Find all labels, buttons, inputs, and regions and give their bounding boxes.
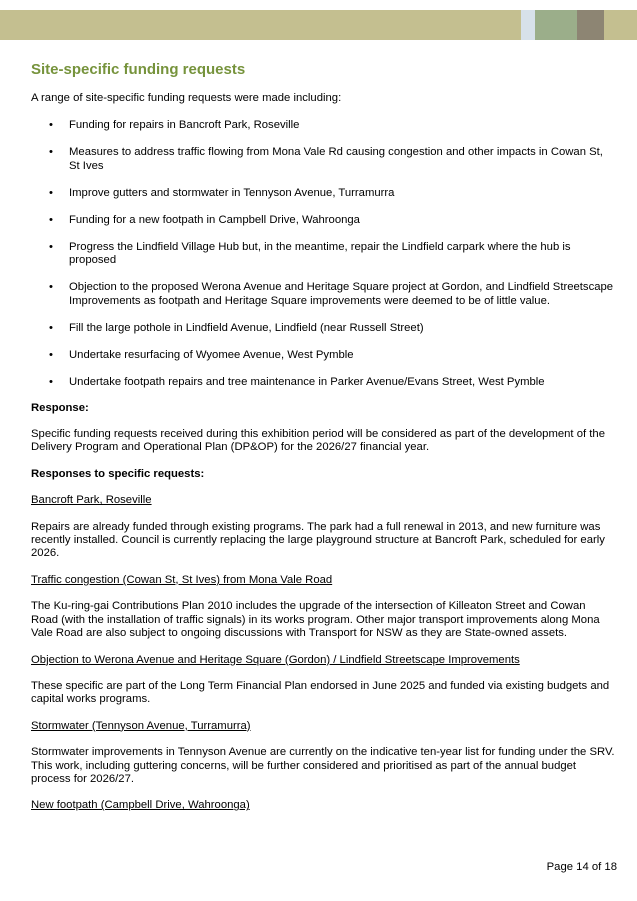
list-item (31, 146, 615, 173)
bullet-icon: • (49, 213, 53, 226)
header-bar-segment (521, 10, 535, 40)
list-item-text: Funding for a new footpath in Campbell Drive, Wahroonga (69, 213, 360, 226)
subsection-paragraph: The Ku-ring-gai Contributions Plan 2010 includes the upgrade of the intersection of Killeaton Street and Cowan Road (with the installation of traffic signals) in its works program. Other major transport improvements along Mona Vale Road are also subject to ongoing discussions with Transport for NSW as they are State-owned assets. (31, 600, 600, 640)
list-item (31, 349, 615, 362)
header-color-bar (0, 10, 637, 40)
list-item-text: Measures to address traffic flowing from Mona Vale Rd causing congestion and other impacts in Cowan St, St Ives (69, 146, 603, 172)
response-heading: Response: (31, 401, 89, 414)
list-item-text: Undertake resurfacing of Wyomee Avenue, West Pymble (69, 348, 354, 361)
bullet-icon: • (49, 186, 53, 199)
bullet-icon: • (49, 321, 53, 334)
intro-paragraph: A range of site-specific funding requests were made including: (31, 92, 342, 104)
response-paragraph: Specific funding requests received during this exhibition period will be considered as part of the development of the Delivery Program and Operational Plan (DP&OP) for the 2026/27 financial year. (31, 428, 605, 454)
list-item-text: Improve gutters and stormwater in Tennyson Avenue, Turramurra (69, 186, 395, 199)
list-item-text: Funding for repairs in Bancroft Park, Roseville (69, 119, 300, 132)
list-item-text: Objection to the proposed Werona Avenue and Heritage Square project at Gordon, and Lindfield Streetscape Improvements as footpath and Heritage Square improvements were deemed to be of little value. (69, 281, 614, 307)
header-bar-segment (0, 10, 521, 40)
list-item (31, 187, 615, 200)
section-title: Site-specific funding requests (31, 61, 246, 78)
list-item-text: Progress the Lindfield Village Hub but, in the meantime, repair the Lindfield carpark where the hub is proposed (69, 240, 571, 267)
bullet-icon: • (49, 281, 53, 294)
list-item (31, 241, 615, 268)
subsection-heading: Stormwater (Tennyson Avenue, Turramurra) (31, 719, 251, 732)
list-item (31, 214, 615, 227)
subsection-paragraph: Stormwater improvements in Tennyson Avenue are currently on the indicative ten-year list for funding under the SRV. This work, including guttering concerns, will be further considered and prioritised as part of the annual budget process for 2026/27. (31, 746, 615, 785)
subsection-heading: Traffic congestion (Cowan St, St Ives) from Mona Vale Road (31, 573, 333, 586)
list-item-text: Fill the large pothole in Lindfield Avenue, Lindfield (near Russell Street) (69, 321, 424, 334)
bullet-icon: • (49, 375, 53, 388)
subsection-heading: New footpath (Campbell Drive, Wahroonga) (31, 799, 250, 812)
subsection-paragraph: Repairs are already funded through existing programs. The park had a full renewal in 2013, and new furniture was recently installed. Council is currently replacing the large playground structure at Bancroft Park, scheduled for early 2026. (31, 520, 605, 560)
list-item (31, 119, 615, 132)
bullet-icon: • (49, 240, 53, 253)
bullet-icon: • (49, 119, 53, 132)
bullet-icon: • (49, 146, 53, 159)
bullet-icon: • (49, 348, 53, 361)
list-item-text: Undertake footpath repairs and tree maintenance in Parker Avenue/Evans Street, West Pymble (69, 375, 545, 388)
specific-responses-heading: Responses to specific requests: (31, 467, 205, 480)
list-item (31, 376, 615, 389)
header-bar-segment (577, 10, 604, 40)
header-bar-segment (604, 10, 637, 40)
document-body (31, 60, 615, 813)
header-bar-segment (535, 10, 577, 40)
subsection-heading: Objection to Werona Avenue and Heritage Square (Gordon) / Lindfield Streetscape Improvements (31, 653, 520, 666)
list-item (31, 322, 615, 335)
page-number: Page 14 of 18 (546, 861, 617, 873)
list-item (31, 281, 615, 308)
requests-list (31, 119, 615, 389)
subsection-heading: Bancroft Park, Roseville (31, 494, 152, 507)
subsection-paragraph: These specific are part of the Long Term Financial Plan endorsed in June 2025 and funded via existing budgets and capital works programs. (31, 679, 610, 706)
